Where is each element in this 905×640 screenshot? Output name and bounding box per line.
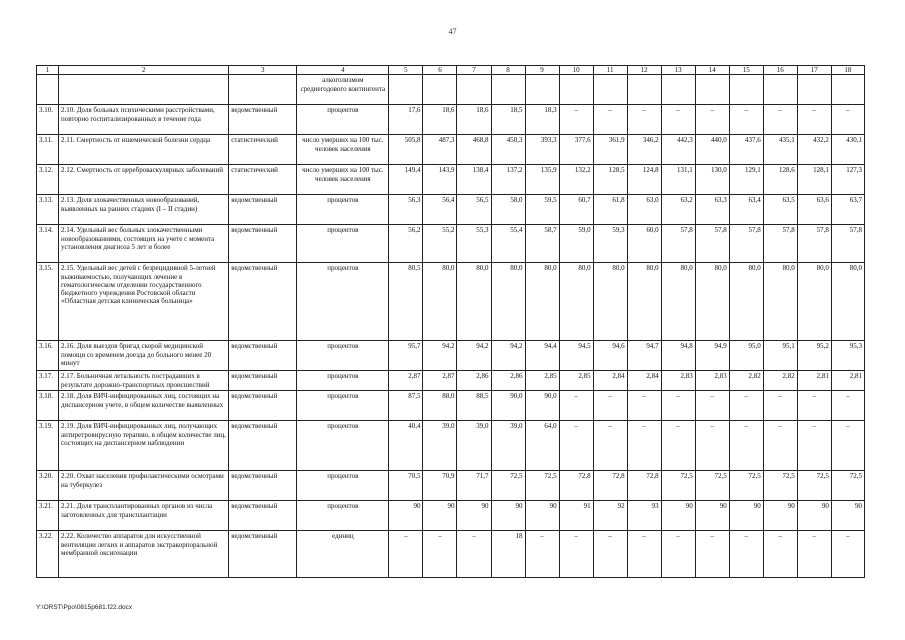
value-cell: 17,6 bbox=[389, 105, 423, 135]
data-source-cell: ведомственный bbox=[229, 371, 297, 391]
value-cell: 95,3 bbox=[831, 341, 864, 371]
column-number-cell: 17 bbox=[797, 66, 831, 75]
value-cell: 63,0 bbox=[627, 195, 661, 225]
value-cell: 72,5 bbox=[695, 471, 729, 501]
value-cell: 80,0 bbox=[695, 263, 729, 341]
value-cell: – bbox=[831, 531, 864, 578]
table-row bbox=[37, 391, 865, 421]
value-cell bbox=[831, 75, 864, 105]
value-cell bbox=[593, 75, 627, 105]
unit-cell: процентов bbox=[297, 371, 389, 391]
row-number-cell: 3.20. bbox=[37, 471, 59, 501]
value-cell: 128,5 bbox=[593, 165, 627, 195]
value-cell: 60,0 bbox=[627, 225, 661, 263]
row-number-cell: 3.11. bbox=[37, 135, 59, 165]
column-number-cell: 4 bbox=[297, 66, 389, 75]
value-cell: – bbox=[661, 105, 695, 135]
value-cell: 92 bbox=[593, 501, 627, 531]
value-cell: 40,4 bbox=[389, 421, 423, 471]
value-cell: 61,8 bbox=[593, 195, 627, 225]
value-cell: – bbox=[695, 391, 729, 421]
unit-cell: число умерших на 100 тыс. человек населения bbox=[297, 165, 389, 195]
value-cell: – bbox=[797, 105, 831, 135]
value-cell: 138,4 bbox=[457, 165, 491, 195]
indicator-name-cell: 2.14. Удельный вес больных злокачественными новообразованиями, состоящих на учете с момента установления диагноза 5 лет и более bbox=[59, 225, 229, 263]
value-cell: 124,8 bbox=[627, 165, 661, 195]
value-cell: 90 bbox=[763, 501, 797, 531]
value-cell: 63,3 bbox=[695, 195, 729, 225]
value-cell: – bbox=[389, 531, 423, 578]
value-cell: 94,2 bbox=[423, 341, 457, 371]
value-cell: 94,5 bbox=[559, 341, 593, 371]
value-cell: – bbox=[661, 531, 695, 578]
value-cell: 55,4 bbox=[491, 225, 525, 263]
value-cell: – bbox=[695, 421, 729, 471]
value-cell: 2,87 bbox=[389, 371, 423, 391]
column-number-cell: 6 bbox=[423, 66, 457, 75]
column-number-cell: 12 bbox=[627, 66, 661, 75]
value-cell: 442,3 bbox=[661, 135, 695, 165]
data-source-cell bbox=[229, 75, 297, 105]
value-cell: 80,0 bbox=[797, 263, 831, 341]
value-cell bbox=[457, 75, 491, 105]
value-cell: 18,6 bbox=[423, 105, 457, 135]
unit-cell: процентов bbox=[297, 391, 389, 421]
table-row bbox=[37, 225, 865, 263]
unit-cell: процентов bbox=[297, 105, 389, 135]
unit-cell: процентов bbox=[297, 421, 389, 471]
value-cell: 95,7 bbox=[389, 341, 423, 371]
value-cell: 80,0 bbox=[423, 263, 457, 341]
value-cell: 80,5 bbox=[389, 263, 423, 341]
indicator-name-cell: 2.21. Доля трансплантированных органов из числа заготовленных для трансплантации bbox=[59, 501, 229, 531]
value-cell: 70,9 bbox=[423, 471, 457, 501]
value-cell: 18,3 bbox=[525, 105, 559, 135]
value-cell: 57,8 bbox=[763, 225, 797, 263]
data-source-cell: ведомственный bbox=[229, 421, 297, 471]
value-cell: 128,1 bbox=[797, 165, 831, 195]
data-source-cell: ведомственный bbox=[229, 225, 297, 263]
value-cell: – bbox=[627, 105, 661, 135]
unit-cell: процентов bbox=[297, 225, 389, 263]
data-source-cell: ведомственный bbox=[229, 105, 297, 135]
row-number-cell: 3.10. bbox=[37, 105, 59, 135]
value-cell: 90 bbox=[797, 501, 831, 531]
value-cell: – bbox=[729, 421, 763, 471]
unit-cell: процентов bbox=[297, 471, 389, 501]
value-cell: 80,0 bbox=[457, 263, 491, 341]
value-cell bbox=[525, 75, 559, 105]
value-cell: 18,5 bbox=[491, 105, 525, 135]
value-cell: – bbox=[695, 531, 729, 578]
value-cell: 80,0 bbox=[627, 263, 661, 341]
value-cell bbox=[491, 75, 525, 105]
value-cell: – bbox=[831, 391, 864, 421]
value-cell bbox=[729, 75, 763, 105]
value-cell: 39,0 bbox=[457, 421, 491, 471]
table-row bbox=[37, 371, 865, 391]
value-cell: 128,6 bbox=[763, 165, 797, 195]
value-cell: 63,7 bbox=[831, 195, 864, 225]
value-cell: 149,4 bbox=[389, 165, 423, 195]
value-cell: 132,2 bbox=[559, 165, 593, 195]
value-cell: 72,5 bbox=[763, 471, 797, 501]
value-cell: 72,5 bbox=[661, 471, 695, 501]
value-cell: 72,5 bbox=[831, 471, 864, 501]
indicator-name-cell: 2.15. Удельный вес детей с безрецидивной 5-летней выживаемостью, получающих лечение в гематологическом отделении государственного бюджетного учреждения Ростовской области «Областная детская клиническая больница» bbox=[59, 263, 229, 341]
value-cell: 72,5 bbox=[797, 471, 831, 501]
value-cell: 80,0 bbox=[661, 263, 695, 341]
value-cell: – bbox=[661, 391, 695, 421]
table-row bbox=[37, 501, 865, 531]
value-cell: 95,0 bbox=[729, 341, 763, 371]
value-cell: 72,5 bbox=[525, 471, 559, 501]
value-cell: 56,2 bbox=[389, 225, 423, 263]
value-cell: 2,83 bbox=[695, 371, 729, 391]
value-cell bbox=[661, 75, 695, 105]
value-cell: 90 bbox=[661, 501, 695, 531]
value-cell bbox=[797, 75, 831, 105]
value-cell: 95,2 bbox=[797, 341, 831, 371]
column-number-cell: 2 bbox=[59, 66, 229, 75]
value-cell: – bbox=[559, 391, 593, 421]
value-cell: 58,0 bbox=[491, 195, 525, 225]
value-cell: 90 bbox=[525, 501, 559, 531]
row-number-cell: 3.17. bbox=[37, 371, 59, 391]
value-cell: 94,2 bbox=[491, 341, 525, 371]
value-cell: 87,5 bbox=[389, 391, 423, 421]
row-number-cell: 3.13. bbox=[37, 195, 59, 225]
value-cell: 39,0 bbox=[423, 421, 457, 471]
value-cell: 129,1 bbox=[729, 165, 763, 195]
indicator-name-cell: 2.11. Смертность от ишемической болезни сердца bbox=[59, 135, 229, 165]
value-cell: 2,85 bbox=[559, 371, 593, 391]
value-cell: 135,9 bbox=[525, 165, 559, 195]
value-cell: 2,82 bbox=[729, 371, 763, 391]
value-cell: 72,8 bbox=[627, 471, 661, 501]
value-cell: 393,3 bbox=[525, 135, 559, 165]
value-cell: – bbox=[593, 421, 627, 471]
value-cell: 57,8 bbox=[661, 225, 695, 263]
column-number-cell: 13 bbox=[661, 66, 695, 75]
unit-cell: процентов bbox=[297, 501, 389, 531]
value-cell: 2,83 bbox=[661, 371, 695, 391]
value-cell: 127,3 bbox=[831, 165, 864, 195]
value-cell: – bbox=[763, 105, 797, 135]
data-source-cell: статистический bbox=[229, 135, 297, 165]
data-source-cell: статистический bbox=[229, 165, 297, 195]
value-cell: 90 bbox=[491, 501, 525, 531]
value-cell: 72,5 bbox=[729, 471, 763, 501]
indicator-name-cell: 2.17. Больничная летальность пострадавших в результате дорожно-транспортных происшествий bbox=[59, 371, 229, 391]
table-row bbox=[37, 263, 865, 341]
indicator-name-cell bbox=[59, 75, 229, 105]
value-cell: 2,82 bbox=[763, 371, 797, 391]
row-number-cell bbox=[37, 75, 59, 105]
value-cell: 2,81 bbox=[797, 371, 831, 391]
value-cell: – bbox=[593, 105, 627, 135]
indicator-name-cell: 2.10. Доля больных психическими расстройствами, повторно госпитализированных в течение года bbox=[59, 105, 229, 135]
indicator-name-cell: 2.18. Доля ВИЧ-инфицированных лиц, состоящих на диспансерном учете, в общем количестве выявленных bbox=[59, 391, 229, 421]
column-number-row bbox=[37, 66, 865, 75]
value-cell: 440,0 bbox=[695, 135, 729, 165]
value-cell: 63,5 bbox=[763, 195, 797, 225]
table-row bbox=[37, 531, 865, 578]
value-cell: 137,2 bbox=[491, 165, 525, 195]
value-cell: – bbox=[763, 391, 797, 421]
column-number-cell: 8 bbox=[491, 66, 525, 75]
value-cell: 94,9 bbox=[695, 341, 729, 371]
value-cell: 2,86 bbox=[491, 371, 525, 391]
value-cell: 2,87 bbox=[423, 371, 457, 391]
column-number-cell: 10 bbox=[559, 66, 593, 75]
column-number-cell: 9 bbox=[525, 66, 559, 75]
column-number-cell: 3 bbox=[229, 66, 297, 75]
value-cell: 90 bbox=[831, 501, 864, 531]
value-cell: 72,8 bbox=[559, 471, 593, 501]
value-cell: 57,8 bbox=[797, 225, 831, 263]
unit-cell: единиц bbox=[297, 531, 389, 578]
value-cell: – bbox=[695, 105, 729, 135]
value-cell: 2,84 bbox=[627, 371, 661, 391]
value-cell: 2,86 bbox=[457, 371, 491, 391]
indicator-name-cell: 2.16. Доля выездов бригад скорой медицинской помощи со временем доезда до больного менее 20 минут bbox=[59, 341, 229, 371]
unit-cell: процентов bbox=[297, 195, 389, 225]
value-cell: 72,5 bbox=[491, 471, 525, 501]
value-cell: – bbox=[593, 391, 627, 421]
value-cell: 90 bbox=[423, 501, 457, 531]
value-cell: 57,8 bbox=[695, 225, 729, 263]
value-cell: 505,8 bbox=[389, 135, 423, 165]
value-cell: 487,3 bbox=[423, 135, 457, 165]
row-number-cell: 3.15. bbox=[37, 263, 59, 341]
value-cell: – bbox=[797, 391, 831, 421]
column-number-cell: 7 bbox=[457, 66, 491, 75]
value-cell: 57,8 bbox=[729, 225, 763, 263]
value-cell: 80,0 bbox=[525, 263, 559, 341]
value-cell: 90 bbox=[695, 501, 729, 531]
row-number-cell: 3.12. bbox=[37, 165, 59, 195]
table-row bbox=[37, 105, 865, 135]
column-number-cell: 5 bbox=[389, 66, 423, 75]
value-cell: 437,6 bbox=[729, 135, 763, 165]
value-cell: 80,0 bbox=[831, 263, 864, 341]
value-cell: 18 bbox=[491, 531, 525, 578]
value-cell: 468,8 bbox=[457, 135, 491, 165]
value-cell: 58,7 bbox=[525, 225, 559, 263]
indicator-name-cell: 2.20. Охват населения профилактическими осмотрами на туберкулез bbox=[59, 471, 229, 501]
value-cell: 80,0 bbox=[763, 263, 797, 341]
indicators-table bbox=[36, 65, 865, 578]
data-source-cell: ведомственный bbox=[229, 501, 297, 531]
value-cell: 56,4 bbox=[423, 195, 457, 225]
value-cell: 56,5 bbox=[457, 195, 491, 225]
value-cell: – bbox=[423, 531, 457, 578]
row-number-cell: 3.21. bbox=[37, 501, 59, 531]
value-cell: 91 bbox=[559, 501, 593, 531]
value-cell: 2,81 bbox=[831, 371, 864, 391]
data-source-cell: ведомственный bbox=[229, 341, 297, 371]
value-cell: – bbox=[831, 105, 864, 135]
value-cell: 70,5 bbox=[389, 471, 423, 501]
value-cell: 90,0 bbox=[525, 391, 559, 421]
data-source-cell: ведомственный bbox=[229, 391, 297, 421]
value-cell: 63,2 bbox=[661, 195, 695, 225]
value-cell: 94,7 bbox=[627, 341, 661, 371]
row-number-cell: 3.19. bbox=[37, 421, 59, 471]
value-cell: 90 bbox=[457, 501, 491, 531]
value-cell bbox=[423, 75, 457, 105]
value-cell: 64,0 bbox=[525, 421, 559, 471]
table-row bbox=[37, 195, 865, 225]
table-row bbox=[37, 165, 865, 195]
value-cell: 432,2 bbox=[797, 135, 831, 165]
indicator-name-cell: 2.13. Доля злокачественных новообразований, выявленных на ранних стадиях (I – II стадии) bbox=[59, 195, 229, 225]
indicator-name-cell: 2.19. Доля ВИЧ-инфицированных лиц, получающих антиретровирусную терапию, в общем количестве лиц, состоящих на диспансерном наблюдении bbox=[59, 421, 229, 471]
value-cell: 71,7 bbox=[457, 471, 491, 501]
column-number-cell: 1 bbox=[37, 66, 59, 75]
value-cell: 59,0 bbox=[559, 225, 593, 263]
value-cell: 88,5 bbox=[457, 391, 491, 421]
unit-cell: число умерших на 100 тыс. человек населения bbox=[297, 135, 389, 165]
table-row bbox=[37, 75, 865, 105]
data-source-cell: ведомственный bbox=[229, 263, 297, 341]
column-number-cell: 14 bbox=[695, 66, 729, 75]
page-number: 47 bbox=[448, 27, 457, 36]
value-cell: 55,3 bbox=[457, 225, 491, 263]
value-cell bbox=[559, 75, 593, 105]
value-cell: 88,0 bbox=[423, 391, 457, 421]
value-cell: 63,4 bbox=[729, 195, 763, 225]
column-number-cell: 16 bbox=[763, 66, 797, 75]
unit-cell: алкоголизмом среднегодового контингента bbox=[297, 75, 389, 105]
column-number-cell: 15 bbox=[729, 66, 763, 75]
data-source-cell: ведомственный bbox=[229, 471, 297, 501]
value-cell bbox=[627, 75, 661, 105]
indicator-name-cell: 2.12. Смертность от цереброваскулярных заболеваний bbox=[59, 165, 229, 195]
value-cell: – bbox=[797, 421, 831, 471]
row-number-cell: 3.18. bbox=[37, 391, 59, 421]
value-cell: 2,84 bbox=[593, 371, 627, 391]
value-cell: 18,6 bbox=[457, 105, 491, 135]
value-cell: 94,2 bbox=[457, 341, 491, 371]
value-cell: – bbox=[831, 421, 864, 471]
value-cell: – bbox=[559, 421, 593, 471]
value-cell: 131,1 bbox=[661, 165, 695, 195]
row-number-cell: 3.22. bbox=[37, 531, 59, 578]
data-source-cell: ведомственный bbox=[229, 195, 297, 225]
value-cell: 361,9 bbox=[593, 135, 627, 165]
value-cell: 346,2 bbox=[627, 135, 661, 165]
value-cell: – bbox=[729, 531, 763, 578]
column-number-cell: 11 bbox=[593, 66, 627, 75]
value-cell: 57,8 bbox=[831, 225, 864, 263]
value-cell bbox=[763, 75, 797, 105]
value-cell: 94,6 bbox=[593, 341, 627, 371]
value-cell: 2,85 bbox=[525, 371, 559, 391]
value-cell: – bbox=[559, 531, 593, 578]
value-cell: 59,3 bbox=[593, 225, 627, 263]
value-cell: – bbox=[559, 105, 593, 135]
value-cell: 130,0 bbox=[695, 165, 729, 195]
value-cell: 143,9 bbox=[423, 165, 457, 195]
value-cell: 55,2 bbox=[423, 225, 457, 263]
unit-cell: процентов bbox=[297, 341, 389, 371]
value-cell: 93 bbox=[627, 501, 661, 531]
value-cell: – bbox=[729, 105, 763, 135]
value-cell: 377,6 bbox=[559, 135, 593, 165]
value-cell: 90 bbox=[729, 501, 763, 531]
value-cell: – bbox=[763, 421, 797, 471]
value-cell: 39,0 bbox=[491, 421, 525, 471]
value-cell: 80,0 bbox=[593, 263, 627, 341]
value-cell: 94,8 bbox=[661, 341, 695, 371]
table-row bbox=[37, 341, 865, 371]
value-cell: 90,0 bbox=[491, 391, 525, 421]
value-cell: 60,7 bbox=[559, 195, 593, 225]
value-cell: 80,0 bbox=[559, 263, 593, 341]
value-cell: 450,3 bbox=[491, 135, 525, 165]
value-cell: 435,1 bbox=[763, 135, 797, 165]
value-cell: 80,0 bbox=[729, 263, 763, 341]
value-cell: – bbox=[593, 531, 627, 578]
document-file-path: Y:\ORST\Ppo\0815p681.f22.docx bbox=[36, 604, 133, 611]
data-source-cell: ведомственный bbox=[229, 531, 297, 578]
value-cell: – bbox=[763, 531, 797, 578]
value-cell: – bbox=[661, 421, 695, 471]
table-row bbox=[37, 135, 865, 165]
row-number-cell: 3.14. bbox=[37, 225, 59, 263]
value-cell: – bbox=[627, 391, 661, 421]
value-cell: – bbox=[525, 531, 559, 578]
value-cell: – bbox=[457, 531, 491, 578]
value-cell: 90 bbox=[389, 501, 423, 531]
value-cell: – bbox=[627, 531, 661, 578]
unit-cell: процентов bbox=[297, 263, 389, 341]
column-number-cell: 18 bbox=[831, 66, 864, 75]
value-cell: – bbox=[797, 531, 831, 578]
table-row bbox=[37, 421, 865, 471]
value-cell: – bbox=[729, 391, 763, 421]
value-cell: 430,1 bbox=[831, 135, 864, 165]
value-cell bbox=[389, 75, 423, 105]
value-cell: 56,3 bbox=[389, 195, 423, 225]
value-cell: 95,1 bbox=[763, 341, 797, 371]
row-number-cell: 3.16. bbox=[37, 341, 59, 371]
value-cell: 80,0 bbox=[491, 263, 525, 341]
value-cell: 63,6 bbox=[797, 195, 831, 225]
value-cell: – bbox=[627, 421, 661, 471]
value-cell bbox=[695, 75, 729, 105]
value-cell: 72,8 bbox=[593, 471, 627, 501]
indicator-name-cell: 2.22. Количество аппаратов для искусственной вентиляции легких и аппаратов экстракорпоральной мембранной оксигенации bbox=[59, 531, 229, 578]
table-row bbox=[37, 471, 865, 501]
value-cell: 94,4 bbox=[525, 341, 559, 371]
value-cell: 59,5 bbox=[525, 195, 559, 225]
